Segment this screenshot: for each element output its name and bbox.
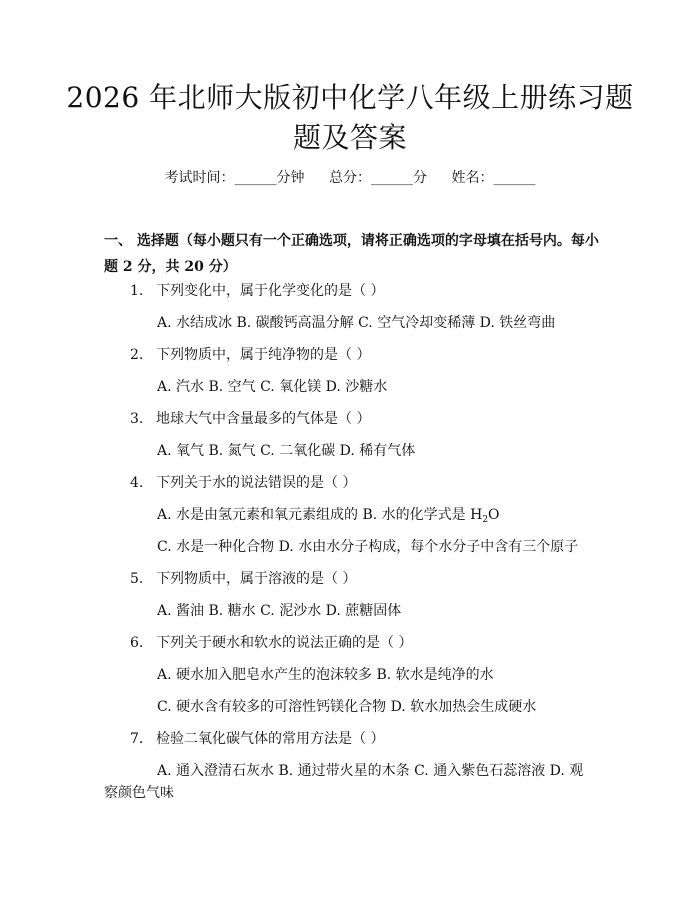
subscript: 2 [482, 515, 489, 525]
question-5 [130, 569, 610, 589]
question-7-options-continued: 察颜色气味 [104, 785, 174, 801]
document-title [60, 78, 640, 158]
option-text-end: O [488, 507, 500, 523]
question-1-options: A. 水结成冰 B. 碳酸钙高温分解 C. 空气冷却变稀薄 D. 铁丝弯曲 [157, 315, 556, 331]
question-4 [130, 473, 610, 493]
question-6-options-line-2: C. 硬水含有较多的可溶性钙镁化合物 D. 软水加热会生成硬水 [157, 699, 537, 715]
title-line-2: 题及答案 [292, 121, 407, 154]
option-text: A. 水是由氢元素和氧元素组成的 B. 水的化学式是 H [157, 507, 483, 523]
question-7-options: A. 通入澄清石灰水 B. 通过带火星的木条 C. 通入紫色石蕊溶液 D. 观 [157, 763, 584, 779]
question-3-options: A. 氧气 B. 氮气 C. 二氧化碳 D. 稀有气体 [157, 443, 416, 459]
title-line-1: 2026 年北师大版初中化学八年级上册练习题 [66, 81, 634, 114]
question-text: 下列关于硬水和软水的说法正确的是（ ） [156, 635, 413, 651]
question-number: 4. [130, 475, 144, 491]
question-2 [130, 345, 610, 365]
question-2-options: A. 汽水 B. 空气 C. 氧化镁 D. 沙糖水 [157, 379, 388, 395]
question-6 [130, 633, 610, 653]
question-6-options-line-1: A. 硬水加入肥皂水产生的泡沫较多 B. 软水是纯净的水 [157, 667, 494, 683]
question-text: 地球大气中含量最多的气体是（ ） [156, 411, 371, 427]
question-3 [130, 409, 610, 429]
question-7 [130, 729, 610, 749]
question-number: 2. [130, 347, 144, 363]
question-1 [130, 281, 610, 301]
question-4-options-line-2: C. 水是一种化合物 D. 水由水分子构成，每个水分子中含有三个原子 [157, 539, 579, 555]
question-text: 下列变化中，属于化学变化的是（ ） [156, 283, 385, 299]
question-text: 下列物质中，属于溶液的是（ ） [156, 571, 357, 587]
question-number: 5. [130, 571, 144, 587]
section-heading: 一、 选择题（每小题只有一个正确选项，请将正确选项的字母填在括号内。每小题 2 分，共 20 分） [104, 233, 599, 275]
question-number: 1. [130, 283, 144, 299]
question-number: 3. [130, 411, 144, 427]
question-4-options-line-1 [157, 505, 607, 530]
exam-time: 考试时间：______分钟 [164, 170, 305, 186]
student-name: 姓名：______ [451, 170, 536, 186]
question-5-options: A. 酱油 B. 糖水 C. 泥沙水 D. 蔗糖固体 [157, 603, 402, 619]
exam-meta [0, 168, 700, 188]
total-score: 总分：______分 [329, 170, 427, 186]
question-text: 下列物质中，属于纯净物的是（ ） [156, 347, 371, 363]
question-text: 下列关于水的说法错误的是（ ） [156, 475, 357, 491]
question-number: 7. [130, 731, 144, 747]
question-text: 检验二氧化碳气体的常用方法是（ ） [156, 731, 385, 747]
question-number: 6. [130, 635, 144, 651]
